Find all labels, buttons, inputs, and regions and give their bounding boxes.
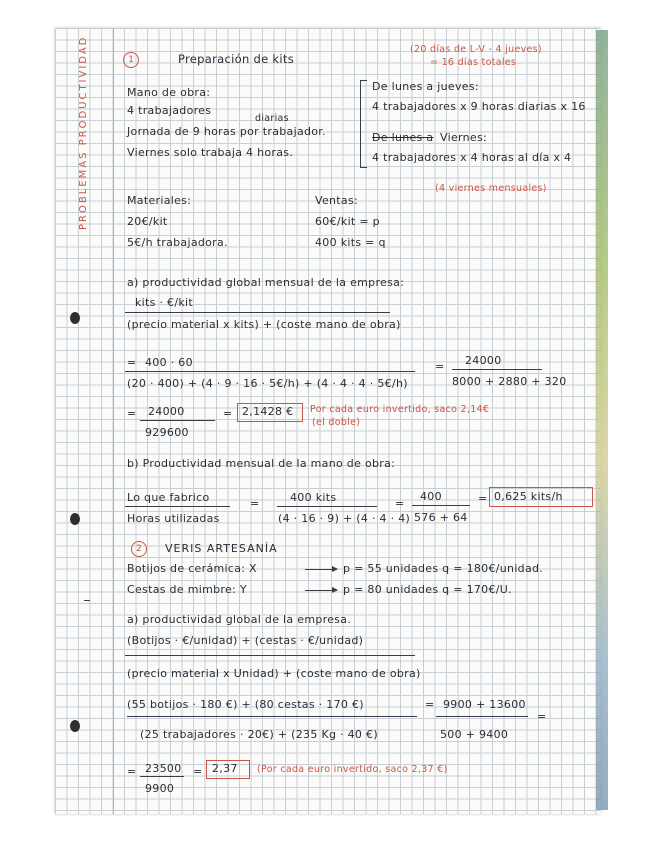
brace [360,80,367,168]
friday-hours: 4 trabajadores x 4 horas al día x 4 [372,151,572,164]
eq-sign: = [478,492,488,505]
row2-values: p = 80 unidades q = 170€/U. [343,583,512,596]
arrow-right [305,569,337,570]
result-1a: 2,1428 € [242,405,294,418]
formula-1a-den: (precio material x kits) + (coste mano de obra) [127,318,401,331]
note-days-total: = 16 días totales [430,57,517,68]
eq-prefix: = [127,356,137,369]
eq-sign: = [193,765,203,778]
eq-sign: = [250,497,260,510]
fraction-bar [125,655,415,656]
problem-2-title: VERIS ARTESANÍA [165,542,278,555]
step4-num: 24000 [148,405,185,418]
problem-number-1: 1 [123,52,139,68]
fraction-bar [452,369,542,370]
result-1b: 0,625 kits/h [494,490,563,503]
labor-friday: Viernes solo trabaja 4 horas. [127,146,294,159]
result-2a: 2,37 [212,762,238,775]
binder-hole [70,312,80,324]
friday-note: (4 viernes mensuales) [435,183,547,194]
step2-1b-num: 400 kits [290,491,337,504]
eq-sign: = [223,407,233,420]
labor-diarias: diarias [255,113,289,124]
step3-1b-num: 400 [420,490,442,503]
step4-2a-num: 23500 [145,762,182,775]
formula-1b-num: Lo que fabrico [127,491,210,504]
step4-den: 929600 [145,426,189,439]
fraction-bar [140,776,184,777]
arrow-right [305,590,337,591]
eq-sign: = [395,497,405,510]
row1-values: p = 55 unidades q = 180€/unidad. [343,562,544,575]
step2-num: 400 · 60 [145,356,193,369]
comment-2a: (Por cada euro invertido, saco 2,37 €) [257,764,448,775]
fraction-bar [140,420,215,421]
margin-line [113,28,114,814]
step3-den: 8000 + 2880 + 320 [452,375,567,388]
sales-label: Ventas: [315,194,359,207]
labor-shift: Jornada de 9 horas por trabajador. [127,125,326,138]
fraction-bar [127,716,417,717]
struck-text: De lunes a [372,131,434,144]
section-1a-title: a) productividad global mensual de la empresa: [127,276,405,289]
step3-2a-num: 9900 + 13600 [443,698,526,711]
note-days: (20 días de L-V - 4 jueves) [410,44,542,55]
formula-1b-den: Horas utilizadas [127,512,220,525]
row1-label: Botijos de cerámica: X [127,562,257,575]
mon-thu-hours: 4 trabajadores x 9 horas diarias x 16 [372,100,586,113]
problem-number-2: 2 [131,541,147,557]
eq-sign: = [537,710,547,723]
background-edge [596,30,608,810]
step4-2a-den: 9900 [145,782,175,795]
fraction-bar [277,506,377,507]
mon-thu-label: De lunes a jueves: [372,80,479,93]
comment-1a: Por cada euro invertido, saco 2,14€ [310,404,490,415]
step2-den: (20 · 400) + (4 · 9 · 16 · 5€/h) + (4 · 4 · 4 · 5€/h) [127,377,408,390]
eq-prefix: = [127,765,137,778]
problem-1-title: Preparación de kits [178,52,294,66]
fraction-bar [125,506,230,507]
sales-quantity: 400 kits = q [315,236,386,249]
margin-title: PROBLEMAS PRODUCTIVIDAD [78,35,89,230]
row2-label: Cestas de mimbre: Y [127,583,247,596]
formula-1a-num: kits · €/kit [135,296,194,309]
materials-label: Materiales: [127,194,192,207]
sales-price: 60€/kit = p [315,215,380,228]
step2-2a-num: (55 botijos · 180 €) + (80 cestas · 170 €) [127,698,364,711]
comment-1a-2: (el doble) [312,417,361,428]
fraction-bar [436,716,528,717]
friday-label: Viernes: [440,131,488,144]
fraction-bar [412,505,470,506]
materials-cost: 20€/kit [127,215,168,228]
section-2a-title: a) productividad global de la empresa. [127,613,352,626]
eq-sign: = [435,360,445,373]
eq-sign: = [425,698,435,711]
step3-num: 24000 [465,354,502,367]
fraction-bar [125,312,390,313]
section-1b-title: b) Productividad mensual de la mano de obra: [127,457,396,470]
binder-hole [70,720,80,732]
labor-workers: 4 trabajadores [127,104,212,117]
eq-prefix: = [127,407,137,420]
formula-2a-den: (precio material x Unidad) + (coste mano de obra) [127,667,421,680]
step2-2a-den: (25 trabajadores · 20€) + (235 Kg · 40 €) [140,728,378,741]
labor-label: Mano de obra: [127,86,211,99]
formula-2a-num: (Botijos · €/unidad) + (cestas · €/unidad) [127,634,364,647]
binder-hole [70,513,80,525]
step2-1b-den: (4 · 16 · 9) + (4 · 4 · 4) [278,512,411,525]
fraction-bar [125,371,415,372]
margin-mark [84,600,90,601]
step3-1b-den: 576 + 64 [414,511,468,524]
step3-2a-den: 500 + 9400 [440,728,509,741]
labor-cost: 5€/h trabajadora. [127,236,228,249]
